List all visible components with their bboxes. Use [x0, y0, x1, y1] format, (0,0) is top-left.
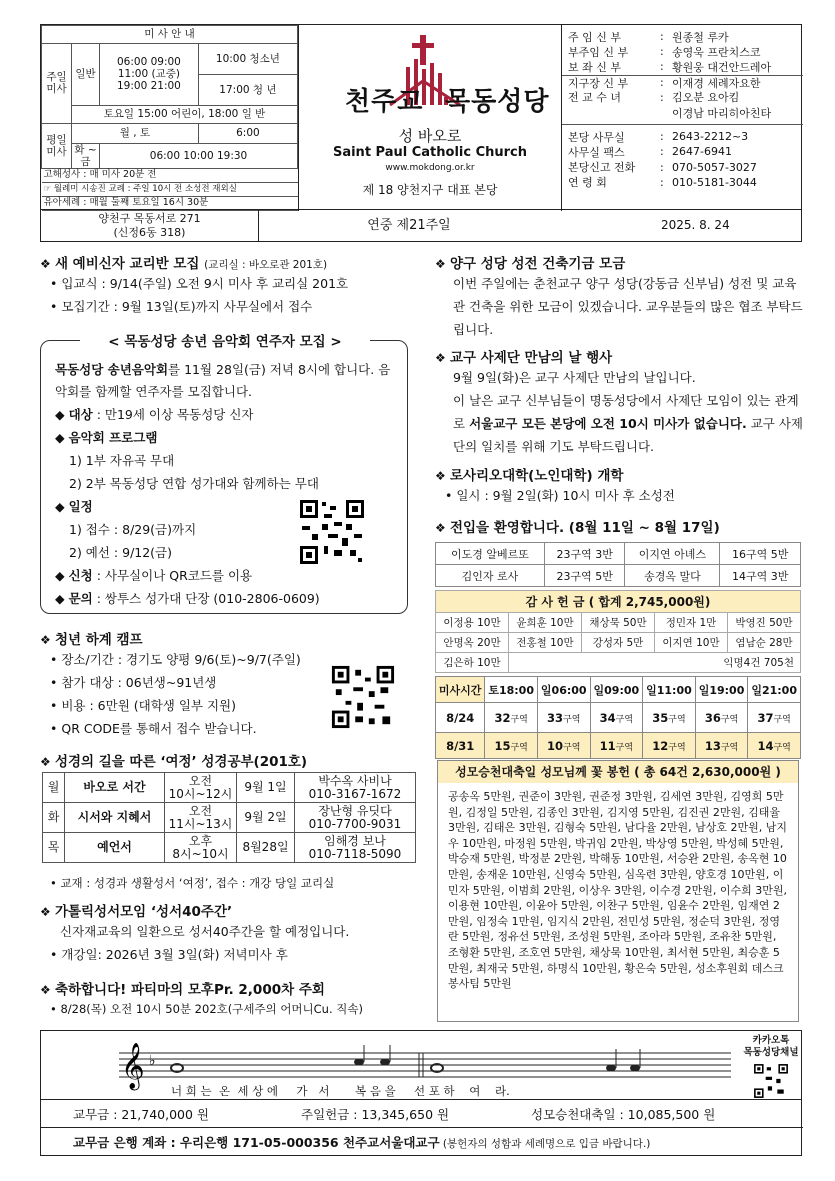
offering-footer: [40, 1100, 802, 1156]
building-fund-title: ❖ 양구 성당 성전 건축기금 모금: [435, 252, 805, 272]
table-row: 화 시서와 지혜서 오전 11시~13시 9월 2일 장난형 유딧다 010-7700-9031: [43, 803, 416, 833]
kakao-label: 카카오톡 목동성당채널: [743, 1035, 799, 1058]
table-row: 목 예언서 오후 8시~10시 8월28일 임해경 보나 010-7118-5090: [43, 833, 416, 863]
table-row: 이도경 알베르또 23구역 3반 이지연 아녜스 16구역 5반: [436, 543, 801, 565]
catechumen-room: (교리실 : 바오로관 201호): [204, 259, 328, 271]
youth-camp-title: ❖ 청년 하계 캠프: [40, 628, 430, 648]
sunday-offering: 주일헌금 : 13,345,650 원: [301, 1107, 450, 1122]
mon-sat: 월 , 토: [72, 123, 199, 143]
table-row: 이정용 10만 윤희훈 10만 채상묵 50만 정민자 1만 박영진 50만: [436, 613, 801, 633]
bible-study-note: • 교재 : 성경과 생활성서 ‘여정’, 접수 : 개강 당일 교리실: [50, 872, 334, 895]
priests-day-title: ❖ 교구 사제단 만남의 날 행사: [435, 346, 805, 366]
concert-apply: ◆ 신청 : 사무실이나 QR코드를 이용: [55, 568, 253, 583]
sunday-mass-label: 주일 미사: [42, 44, 72, 124]
concert-intro: 목동성당 송년음악회를 11월 28일(금) 저녁 8시에 합니다. 음악회를 함께할 연주자를 모집합니다.: [55, 362, 391, 399]
building-fund-desc: 이번 주일에는 춘천교구 양구 성당(강동금 신부님) 성전 및 교육관 건축을 위한 모금이 있겠습니다. 교우분들의 많은 협조 부탁드립니다.: [453, 276, 803, 337]
eve-mass: 토요일 15:00 어린이, 18:00 일 반: [72, 105, 298, 123]
liturgical-sunday: 연중 제21주일: [367, 218, 451, 233]
youth-time: 10:00 청소년: [198, 44, 297, 75]
bulletin-header: [40, 24, 802, 210]
mon-sat-time: 6:00: [198, 123, 297, 143]
mass-schedule: [41, 25, 299, 211]
contact-row: 본당 사무실 : 2643-2212~3: [568, 130, 749, 144]
weekday-mass-label: 평일 미사: [42, 123, 72, 168]
staff-list: [561, 25, 803, 211]
staff-row: 전 교 수 녀 : 김오분 요아킴: [568, 90, 740, 105]
monthly-note: ☞ 월례미 시송진 교례 : 주일 10시 전 소성전 재외실: [42, 183, 298, 197]
bank-account: 교무금 은행 계좌 : 우리은행 171-05-000356 천주교서울대교구 (봉헌자의 성함과 세례명으로 입금 바랍니다.): [73, 1135, 651, 1150]
table-row: 8/31 15구역 10구역 11구역 12구역 13구역 14구역: [436, 733, 801, 759]
table-row: 안명옥 20만 전홍철 10만 강성자 5만 이지연 10만 염남순 28만: [436, 633, 801, 653]
priests-day-desc1: 9월 9일(화)은 교구 사제단 만남의 날입니다.: [453, 370, 696, 385]
baptism-note: 유아세례 : 매월 둘째 토요일 16시 30분: [42, 197, 298, 211]
church-logo: [299, 25, 561, 211]
congrats-item: • 8/28(목) 오전 10시 50분 202호(구세주의 어머니Cu. 직속): [40, 998, 430, 1021]
table-row: 8/24 32구역 33구역 34구역 35구역 36구역 37구역: [436, 703, 801, 733]
staff-row: 부주임 신 부 : 송영욱 프란치스코: [568, 45, 761, 59]
youth-camp-item: • QR CODE를 통해서 접수 받습니다.: [40, 717, 430, 740]
table-row: 김은하 10만 익명4건 705천: [436, 653, 801, 673]
offering-total: 교무금 : 21,740,000 원: [73, 1107, 210, 1122]
kakao-qr-code-icon[interactable]: [753, 1063, 789, 1099]
contact-row: 연 령 회 : 010-5181-3044: [568, 175, 757, 190]
welcome-title: ❖ 전입을 환영합니다. (8월 11일 ~ 8월 17일): [435, 516, 805, 536]
table-row: 월 바오로 서간 오전 10시~12시 9월 1일 박수옥 사비나 010-3167-1672: [43, 773, 416, 803]
website[interactable]: www.mokdong.or.kr: [385, 163, 475, 173]
congrats-section: [40, 978, 430, 1021]
rosary-college-item: • 일시 : 9월 2일(화) 10시 미사 후 소성전: [435, 484, 805, 507]
catechumen-item: • 모집기간 : 9월 13일(토)까지 사무실에서 접수: [40, 295, 420, 318]
building-fund-section: [435, 252, 805, 341]
vicariate: 제 18 양천지구 대표 본당: [362, 183, 498, 197]
camp-qr-code-icon[interactable]: [330, 664, 396, 730]
contact-row: 사무실 팩스 : 2647-6941: [568, 145, 732, 159]
concert-program-item: 2) 2부 목동성당 연합 성가대와 함께하는 무대: [69, 476, 319, 491]
priests-day-section: [435, 346, 805, 458]
name-right: 목동성당: [445, 87, 550, 117]
title-bar: [40, 210, 802, 242]
confession-note: 고해성사 : 매 미사 20분 전: [42, 169, 298, 183]
bible-study-table: [42, 772, 416, 863]
concert-box: [40, 340, 408, 614]
bulletin-date: 2025. 8. 24: [661, 218, 730, 232]
feast-donor-list: 공송옥 5만원, 권준이 3만원, 권준정 3만원, 김세연 3만원, 김영희 5만원, 김정일 5만원, 김종인 3만원, 김지영 5만원, 김진권 2만원, 김태율 3만원, 김태은 3만원, 김형숙 5만원, 남다율 2만원, 남상호 2만원, 남지우 10만원, 마정원 5만원, 박귀임 2만원, 박상영 5만원, 박성혜 5만원, 박승재 5만원, 박정분 2만원, 박해동 10만원, 서승완 2만원, 송옥현 10만원, 송재운 10만원, 신영숙 5만원, 심옥련 3만원, 양호경 10만원, 이민자 5만원, 이범희 2만원, 이상우 3만원, 이수경 2만원, 이수희 3만원, 이용현 10만원, 이윤아 5만원, 이찬구 5만원, 임윤수 2만원, 임재연 2만원, 임정숙 1만원, 임지식 2만원, 전민성 5만원, 정순덕 3만원, 정영란 5만원, 정유선 5만원, 조성원 5만원, 조아라 5만원, 조유찬 5만원, 조형환 5만원, 조호연 5만원, 채상묵 10만원, 최서현 5만원, 최승훈 5만원, 최재국 5만원, 하명식 10만원, 황은숙 5만원, 성소후원회 데스크봉사팀 5만원: [448, 790, 787, 991]
bible40-section: [40, 900, 430, 966]
bible-study-section: [40, 750, 430, 770]
catechumen-item: • 입교식 : 9/14(주일) 오전 9시 미사 후 교리실 201호: [40, 272, 420, 295]
welcome-table: [435, 542, 801, 587]
bible-study-title: ❖ 성경의 길을 따른 ‘여정’ 성경공부(201호): [40, 750, 430, 770]
rosary-college-title: ❖ 로사리오대학(노인대학) 개학: [435, 464, 805, 484]
regular-label: 일반: [72, 44, 100, 106]
svg-text:𝄞: 𝄞: [121, 1043, 145, 1089]
name-left: 천주교: [345, 87, 424, 117]
youth-camp-item: • 비용 : 6만원 (대학생 일부 지원): [40, 694, 430, 717]
rosary-college-section: [435, 464, 805, 507]
offering-row: [41, 1100, 803, 1128]
concert-target: ◆ 대상 : 만19세 이상 목동성당 신자: [55, 407, 254, 422]
bible40-desc: 신자재교육의 일환으로 성서40주간을 할 예정입니다.: [60, 924, 350, 939]
mass-assignment-table: [435, 676, 801, 759]
concert-qr-code-icon[interactable]: [298, 498, 366, 566]
mass-schedule-title: 미 사 안 내: [42, 26, 298, 44]
bible40-item: • 개강일: 2026년 3월 3일(화) 저녁미사 후: [40, 943, 430, 966]
regular-times: 06:00 09:00 11:00 (교중) 19:00 21:00: [100, 44, 199, 106]
table-row: 김인자 로사 23구역 5반 송경옥 말다 14구역 3반: [436, 565, 801, 587]
tue-fri-times: 06:00 10:00 19:30: [100, 143, 298, 168]
feast-title: 성모승천대축일 성모님께 꽃 봉헌 ( 총 64건 2,630,000원 ): [438, 761, 798, 783]
contact-row: 본당신고 전화 : 070-5057-3027: [568, 160, 757, 175]
church-address: 양천구 목동서로 271 (신정6동 318): [41, 210, 259, 241]
thanks-offering-table: [435, 590, 801, 673]
staff-row: 주 임 신 부 : 원종철 루카: [568, 30, 729, 44]
feast-offering: 성모승천대축일 : 10,085,500 원: [531, 1107, 716, 1122]
staff-row: 지구장 신 부 : 이재경 세례자요한: [562, 75, 803, 90]
bible40-title: ❖ 가톨릭성서모임 ‘성서40주간’: [40, 900, 430, 920]
priests-day-desc2: 이 날은 교구 신부님들이 명동성당에서 사제단 모임이 있는 관계로 서울교구 모든 본당에 오전 10시 미사가 없습니다. 교구 사제단의 일치를 위해 기도 부탁드립니다.: [453, 393, 803, 454]
welcome-section: [435, 516, 805, 536]
thanks-title: 감 사 헌 금 ( 합계 2,745,000원): [436, 591, 801, 613]
staff-row: 보 좌 신 부 : 황원웅 대건안드레아: [568, 60, 772, 74]
song-lyrics: 너 희 는 온 세 상 에 가 서 복 음 을 선 포 하 여 라.: [171, 1084, 510, 1098]
catechumen-title: 새 예비신자 교리반 모집: [54, 256, 200, 272]
concert-title: < 목동성당 송년 음악회 연주자 모집 >: [80, 330, 370, 352]
youth-camp-item: • 참가 대상 : 06년생~91년생: [40, 671, 430, 694]
music-staff-area: [40, 1030, 802, 1100]
concert-program-label: ◆ 음악회 프로그램: [55, 430, 158, 445]
table-row: 미사시간 토18:00 일06:00 일09:00 일11:00 일19:00 일21:00: [436, 677, 801, 703]
young-time: 17:00 청 년: [198, 74, 297, 105]
concert-program-item: 1) 1부 자유곡 무대: [69, 453, 175, 468]
staff-row: 이경남 마리히아친타: [672, 106, 772, 120]
concert-schedule-item: 2) 예선 : 9/12(금): [69, 545, 173, 560]
catechumen-section: [40, 252, 420, 318]
concert-schedule-label: ◆ 일정: [55, 499, 93, 514]
concert-schedule-item: 1) 접수 : 8/29(금)까지: [69, 522, 197, 537]
svg-text:♭: ♭: [149, 1053, 156, 1069]
feast-flower-box: [437, 760, 799, 1022]
patron-name: 성 바오로: [398, 127, 462, 145]
concert-ask: ◆ 문의 : 쌍투스 성가대 단장 (010-2806-0609): [55, 591, 320, 606]
congrats-title: ❖ 축하합니다! 파티마의 모후Pr. 2,000차 주회: [40, 978, 430, 998]
english-name: Saint Paul Catholic Church: [332, 145, 528, 160]
youth-camp-item: • 장소/기간 : 경기도 양평 9/6(토)~9/7(주일): [40, 648, 430, 671]
tue-fri: 화 ~ 금: [72, 143, 100, 168]
